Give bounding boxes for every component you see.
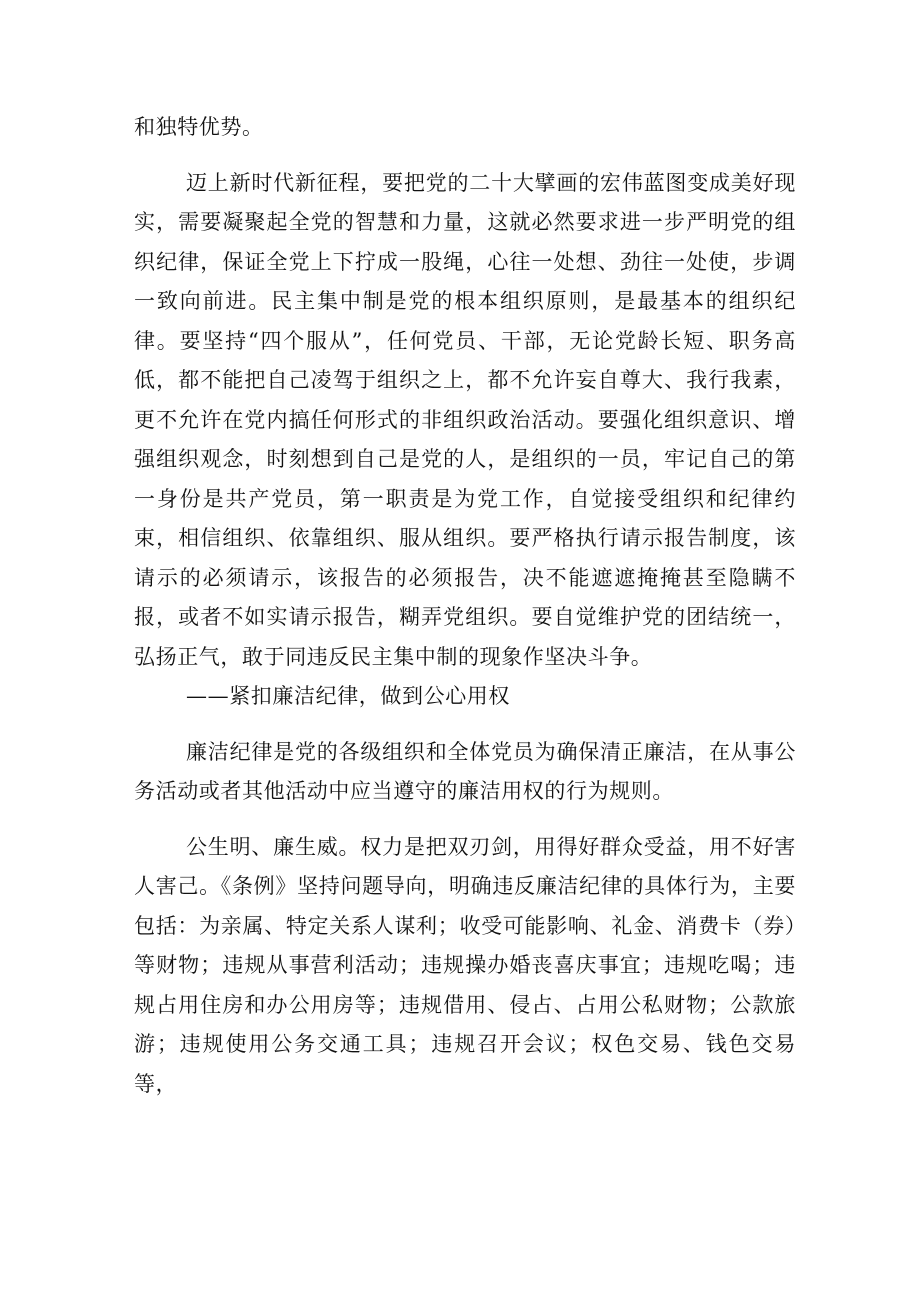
document-page <box>134 108 796 1104</box>
paragraph-continuation: 和独特优势。 <box>134 115 264 139</box>
paragraph-integrity-behaviors: 公生明、廉生威。权力是把双刃剑，用得好群众受益，用不好害人害己。《条例》坚持问题导向，明确违反廉洁纪律的具体行为，主要包括：为亲属、特定关系人谋利；收受可能影响、礼金、消费卡（券）等财物；违规从事营利活动；违规操办婚丧喜庆事宜；违规吃喝；违规占用住房和办公用房等；违规借用、侵占、占用公私财物；公款旅游；违规使用公务交通工具；违规召开会议；权色交易、钱色交易等， <box>134 834 796 1096</box>
paragraph-integrity-definition: 廉洁纪律是党的各级组织和全体党员为确保清正廉洁，在从事公务活动或者其他活动中应当遵守的廉洁用权的行为规则。 <box>134 739 796 803</box>
section-heading-integrity-discipline: ——紧扣廉洁纪律，做到公心用权 <box>186 684 510 708</box>
paragraph-organizational-discipline: 迈上新时代新征程，要把党的二十大擘画的宏伟蓝图变成美好现实，需要凝聚起全党的智慧和力量，这就必然要求进一步严明党的组织纪律，保证全党上下拧成一股绳，心往一处想、劲往一处使，步调一致向前进。民主集中制是党的根本组织原则，是最基本的组织纪律。要坚持“四个服从”，任何党员、干部，无论党龄长短、职务高低，都不能把自己凌驾于组织之上，都不允许妄自尊大、我行我素，更不允许在党内搞任何形式的非组织政治活动。要强化组织意识、增强组织观念，时刻想到自己是党的人，是组织的一员，牢记自己的第一身份是共产党员，第一职责是为党工作，自觉接受组织和纪律约束，相信组织、依靠组织、服从组织。要严格执行请示报告制度，该请示的必须请示，该报告的必须报告，决不能遮遮掩掩甚至隐瞒不报，或者不如实请示报告，糊弄党组织。要自觉维护党的团结统一，弘扬正气，敢于同违反民主集中制的现象作坚决斗争。 <box>134 170 796 669</box>
